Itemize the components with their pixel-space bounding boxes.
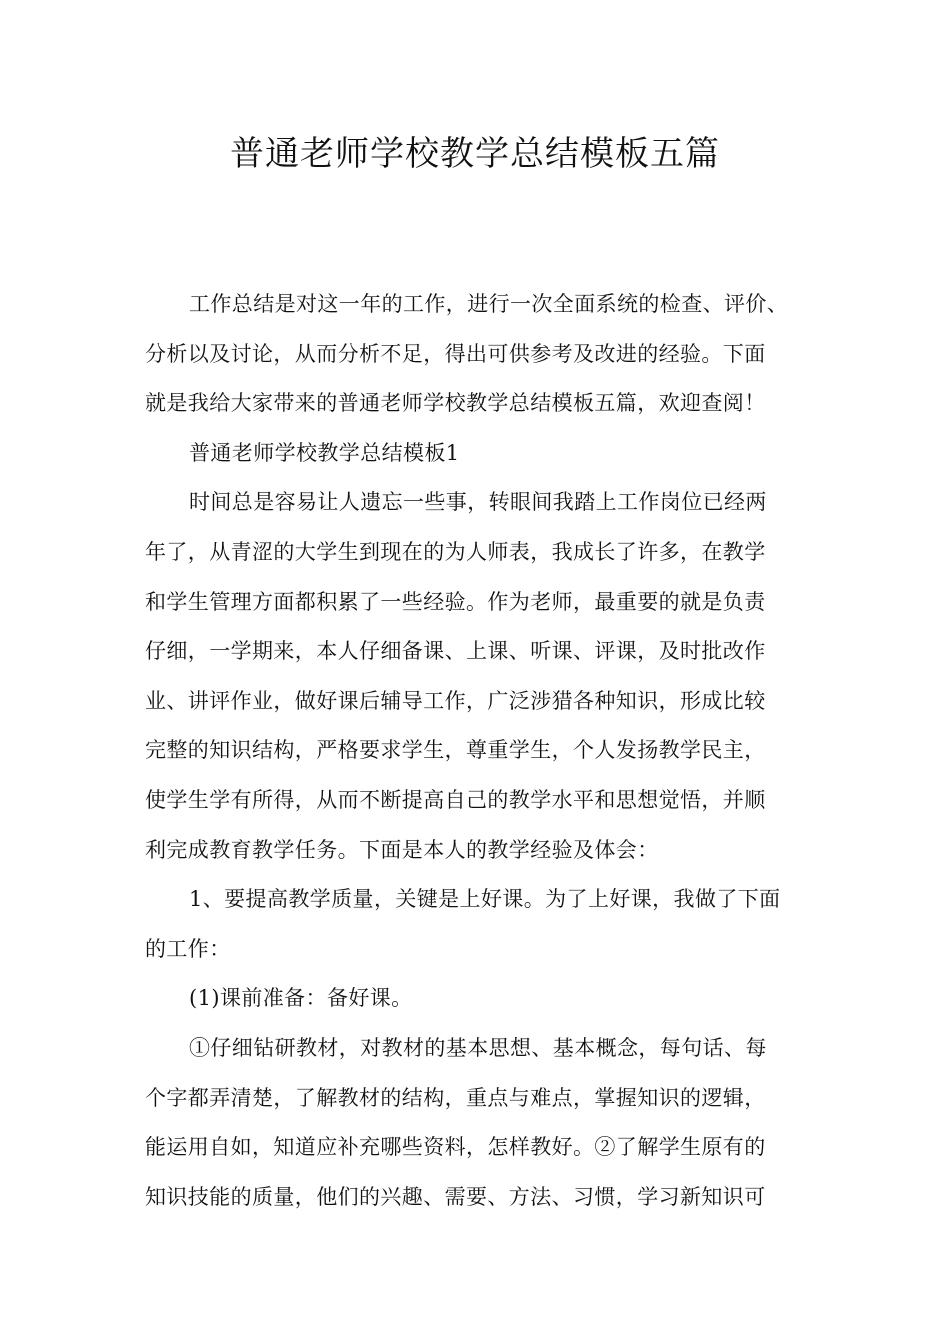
text-line: 使学生学有所得，从而不断提高自己的教学水平和思想觉悟，并顺 xyxy=(145,787,766,812)
text-line: (1)课前准备：备好课。 xyxy=(189,986,413,1011)
text-line: 工作总结是对这一年的工作，进行一次全面系统的检查、评价、 xyxy=(189,292,789,316)
text-line: ①仔细钻研教材，对教材的基本思想、基本概念，每句话、每 xyxy=(189,1035,767,1060)
text-line: 年了，从青涩的大学生到现在的为人师表，我成长了许多，在教学 xyxy=(145,539,766,564)
section-heading: 普通老师学校教学总结模板1 xyxy=(189,440,460,465)
text-line: 利完成教育教学任务。下面是本人的教学经验及体会： xyxy=(145,837,659,862)
text-line: 完整的知识结构，严格要求学生，尊重学生，个人发扬教学民主， xyxy=(145,738,766,763)
text-line: 时间总是容易让人遗忘一些事，转眼间我踏上工作岗位已经两 xyxy=(189,490,767,515)
text-line: 能运用自如，知道应补充哪些资料，怎样教好。②了解学生原有的 xyxy=(145,1135,766,1160)
text-line: 就是我给大家带来的普通老师学校教学总结模板五篇，欢迎查阅！ xyxy=(145,391,766,416)
text-line: 和学生管理方面都积累了一些经验。作为老师，最重要的就是负责 xyxy=(145,589,766,614)
text-line: 的工作： xyxy=(145,936,231,961)
text-line: 仔细，一学期来，本人仔细备课、上课、听课、评课，及时批改作 xyxy=(145,639,766,664)
document-body xyxy=(145,280,815,1222)
text-line: 知识技能的质量，他们的兴趣、需要、方法、习惯，学习新知识可 xyxy=(145,1184,766,1209)
text-line: 业、讲评作业，做好课后辅导工作，广泛涉猎各种知识，形成比较 xyxy=(145,688,766,713)
text-line: 1、要提高教学质量，关键是上好课。为了上好课，我做了下面 xyxy=(189,887,781,912)
text-line: 个字都弄清楚，了解教材的结构，重点与难点，掌握知识的逻辑， xyxy=(145,1085,766,1110)
document-title: 普通老师学校教学总结模板五篇 xyxy=(230,134,720,174)
text-line: 分析以及讨论，从而分析不足，得出可供参考及改进的经验。下面 xyxy=(145,341,766,366)
